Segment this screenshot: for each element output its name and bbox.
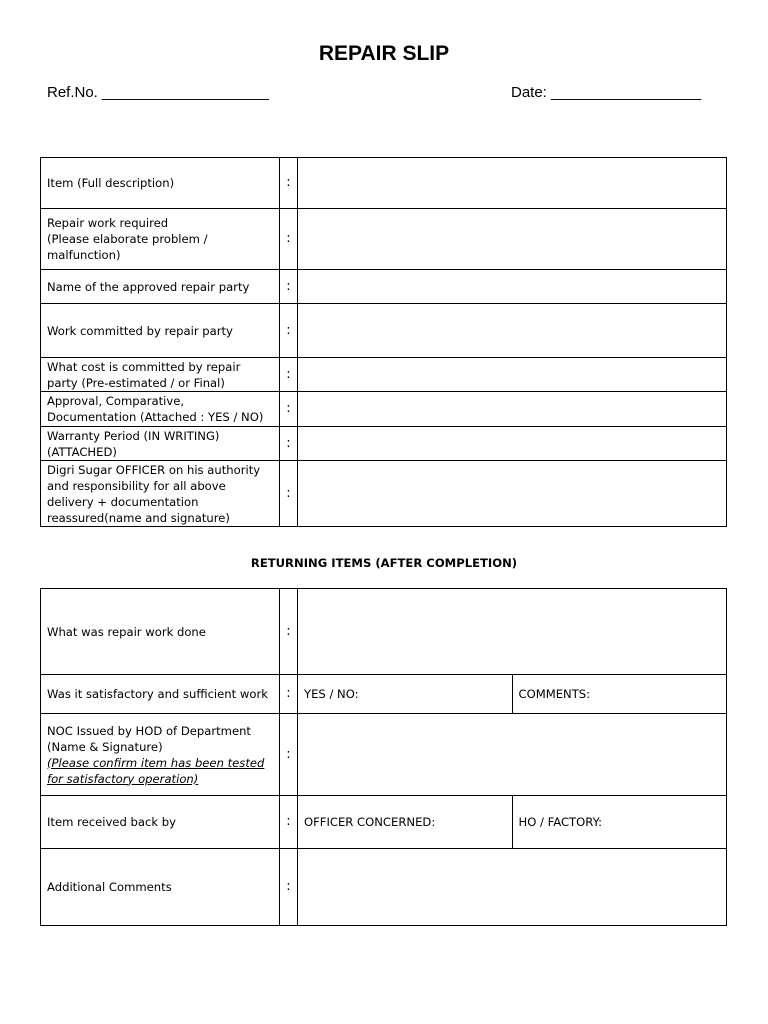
- row-label-approval: [41, 392, 280, 427]
- ho-factory-cell: HO / FACTORY:: [512, 796, 727, 849]
- colon-separator: :: [280, 209, 298, 270]
- colon-separator: :: [280, 427, 298, 461]
- label-line: Documentation (Attached : YES / NO): [47, 410, 264, 424]
- officer-concerned-cell: OFFICER CONCERNED:: [298, 796, 513, 849]
- section-title: RETURNING ITEMS (AFTER COMPLETION): [250, 556, 518, 570]
- answer-cell-noc: [298, 714, 727, 796]
- label-line: reassured(name and signature): [47, 510, 230, 525]
- label-line: party (Pre-estimated / or Final): [47, 375, 225, 390]
- colon-separator: :: [280, 714, 298, 796]
- row-label-received-back: Item received back by: [41, 796, 280, 849]
- row-label-work-done: What was repair work done: [41, 589, 280, 675]
- answer-cell-repair-work: [298, 209, 727, 270]
- label-line: (Name & Signature): [47, 739, 163, 754]
- note-line: for satisfactory operation): [47, 771, 199, 786]
- ref-no-field: Ref.No. ____________________: [47, 84, 269, 101]
- row-label-item: Item (Full description): [41, 158, 280, 209]
- answer-cell-cost: [298, 358, 727, 392]
- table-row: [41, 427, 727, 461]
- label-line: (Please elaborate problem /: [47, 232, 208, 246]
- row-label-repair-party: Name of the approved repair party: [41, 270, 280, 304]
- table-row: [41, 461, 727, 527]
- table-row: [41, 714, 727, 796]
- row-label-additional-comments: Additional Comments: [41, 849, 280, 926]
- colon-separator: :: [280, 849, 298, 926]
- colon-separator: :: [280, 304, 298, 358]
- colon-separator: :: [280, 392, 298, 427]
- label-line: Warranty Period (IN WRITING): [47, 428, 220, 443]
- answer-cell-additional-comments: [298, 849, 727, 926]
- date-field: Date: __________________: [511, 84, 702, 101]
- label-line: Approval, Comparative,: [47, 394, 185, 408]
- row-label-repair-work: [41, 209, 280, 270]
- row-label-work-committed: Work committed by repair party: [41, 304, 280, 358]
- answer-cell-repair-party: [298, 270, 727, 304]
- label-line: delivery + documentation: [47, 494, 199, 509]
- answer-cell-work-committed: [298, 304, 727, 358]
- returning-items-table: [40, 588, 727, 926]
- colon-separator: :: [280, 270, 298, 304]
- row-label-warranty: [41, 427, 280, 461]
- table-row: [41, 270, 727, 304]
- colon-separator: :: [280, 158, 298, 209]
- label-line: What cost is committed by repair: [47, 359, 241, 374]
- label-line: Repair work required: [47, 216, 169, 230]
- answer-cell-approval: [298, 392, 727, 427]
- answer-cell-item: [298, 158, 727, 209]
- table-row: [41, 304, 727, 358]
- repair-details-table: [40, 157, 727, 527]
- label-line: malfunction): [47, 248, 121, 262]
- colon-separator: :: [280, 589, 298, 675]
- label-line: (ATTACHED): [47, 444, 117, 459]
- answer-cell-work-done: [298, 589, 727, 675]
- colon-separator: :: [280, 675, 298, 714]
- label-line: NOC Issued by HOD of Department: [47, 723, 251, 738]
- label-line: Digri Sugar OFFICER on his authority: [47, 462, 261, 477]
- comments-cell: COMMENTS:: [512, 675, 727, 714]
- table-row: [41, 589, 727, 675]
- answer-cell-warranty: [298, 427, 727, 461]
- yes-no-cell: YES / NO:: [298, 675, 513, 714]
- row-label-cost: [41, 358, 280, 392]
- colon-separator: :: [280, 461, 298, 527]
- note-line: (Please confirm item has been tested: [47, 755, 265, 770]
- table-row: [41, 796, 727, 849]
- table-row: [41, 209, 727, 270]
- row-label-noc: [41, 714, 280, 796]
- table-row: [41, 849, 727, 926]
- colon-separator: :: [280, 796, 298, 849]
- table-row: [41, 358, 727, 392]
- row-label-officer: [41, 461, 280, 527]
- row-label-satisfactory: Was it satisfactory and sufficient work: [41, 675, 280, 714]
- colon-separator: :: [280, 358, 298, 392]
- table-row: [41, 158, 727, 209]
- form-title: REPAIR SLIP: [318, 42, 450, 65]
- answer-cell-officer: [298, 461, 727, 527]
- label-line: and responsibility for all above: [47, 478, 226, 493]
- table-row: [41, 675, 727, 714]
- table-row: [41, 392, 727, 427]
